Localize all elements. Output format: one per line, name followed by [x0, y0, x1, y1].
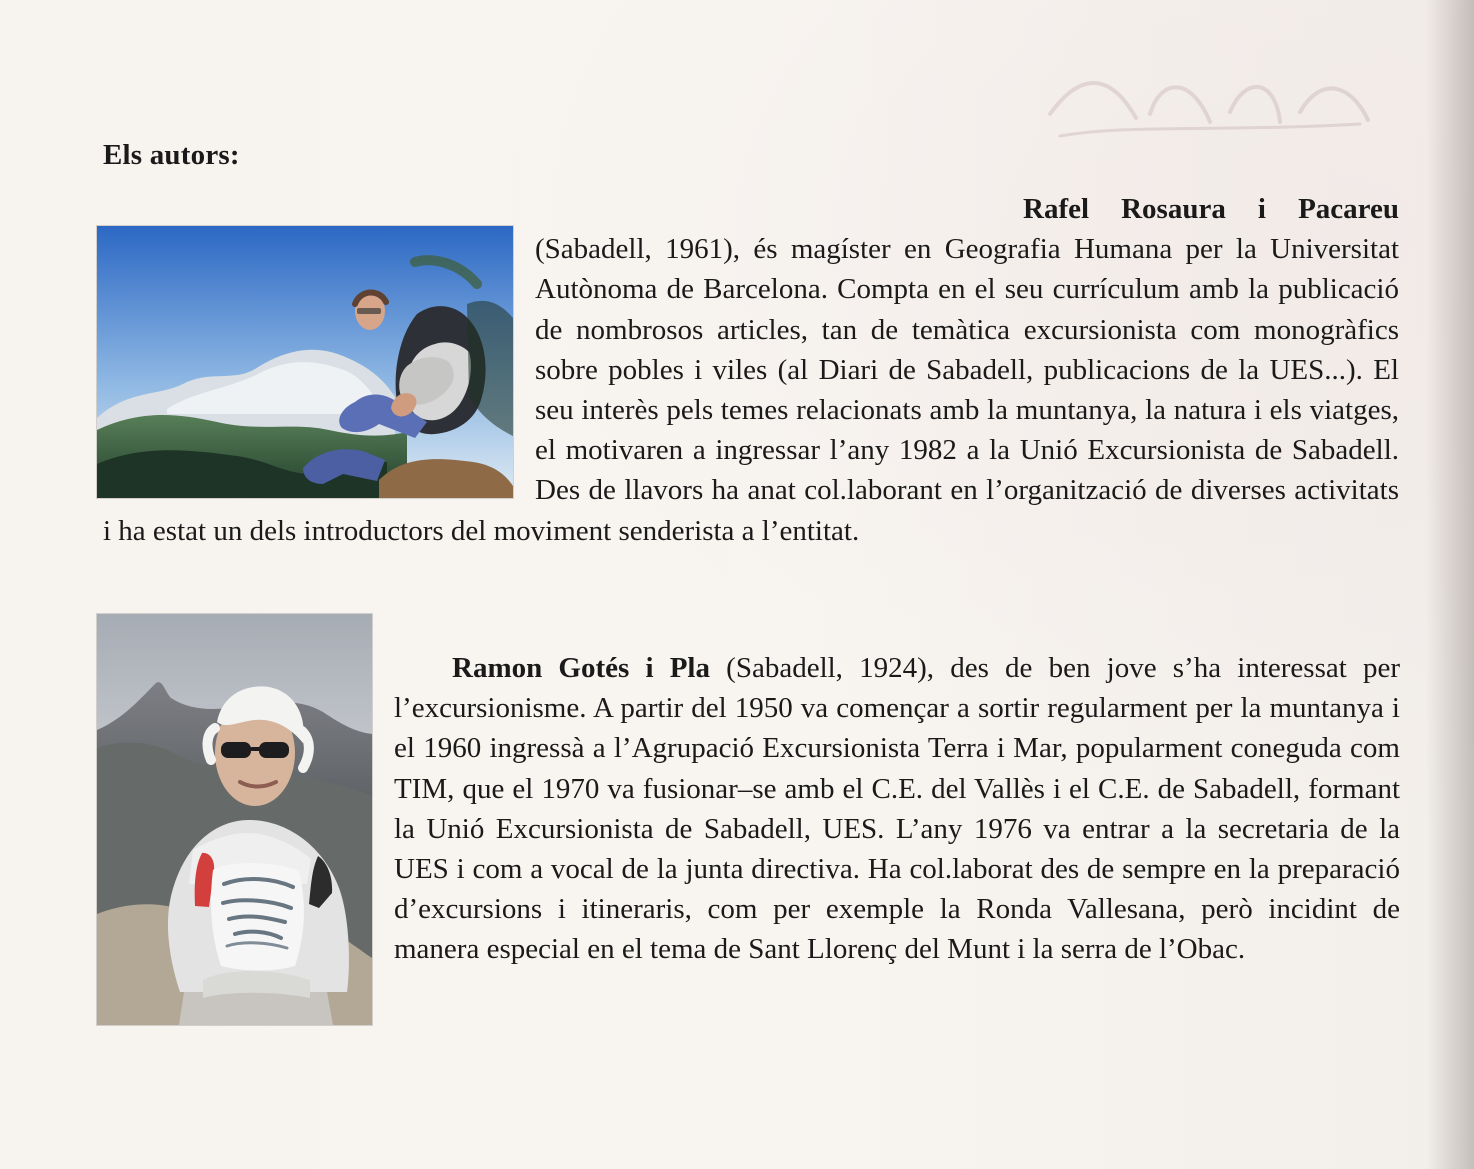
faint-handwriting-mark — [1040, 42, 1380, 154]
author-name-rafel: Rafel Rosaura i Pacareu — [1023, 193, 1399, 225]
author-bio-ramon — [394, 648, 1400, 970]
photo-wrap-space — [103, 189, 535, 507]
section-heading: Els autors: — [103, 139, 240, 171]
page-edge-shadow — [1426, 0, 1474, 1169]
author-bio-text-ramon: (Sabadell, 1924), des de ben jove s’ha interessat per l’excursionisme. A partir del 1950 va començar a sortir regularment per la muntanya i el 1960 ingressà a l’Agrupació Excursionista Terra i Mar, popularment coneguda com TIM, que el 1970 va fusionar–se amb el C.E. del Vallès i el C.E. de Sabadell, formant la Unió Excursionista de Sabadell, UES. L’any 1976 va entrar a la secretaria de la UES i com a vocal de la junta directiva. Ha col.laborat des de sempre en la preparació d’excursions i itineraris, com per exemple la Ronda Vallesana, però incidint de manera especial en el tema de Sant Llorenç del Munt i la serra de l’Obac. — [394, 652, 1400, 966]
author-name-ramon: Ramon Gotés i Pla — [452, 652, 710, 684]
author-bio-text-rafel: (Sabadell, 1961), és magíster en Geografia Humana per la Universitat Autònoma de Barcelona. Compta en el seu currículum amb la publicació de nombrosos articles, tan de temàtica excursionista com monogràfics sobre pobles i viles (al Diari de Sabadell, publicacions de la UES...). El seu interès pels temes relacionats amb la muntanya, la natura i els viatges, el motivaren a ingressar l’any 1982 a la Unió Excursionista de Sabadell. Des de llavors ha anat col.laborant en l’organització de diverses activitats i ha estat un dels introductors del moviment senderista a l’entitat. — [103, 233, 1399, 547]
author-bio-rafel — [103, 189, 1399, 551]
author-photo-ramon — [97, 614, 372, 1025]
